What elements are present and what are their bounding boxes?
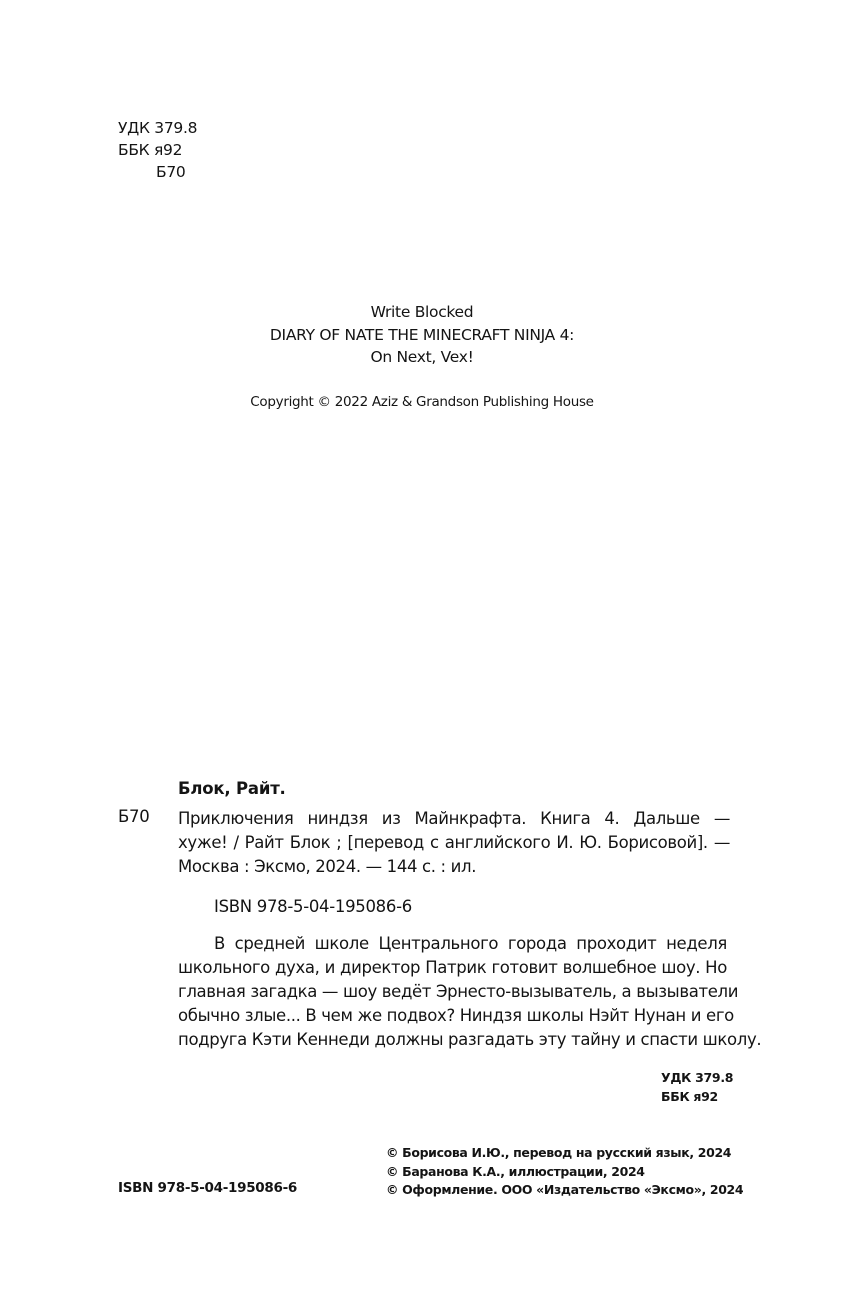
- annotation-line: школьного духа, и директор Патрик готовит волшебное шоу. Но: [178, 958, 727, 977]
- annotation-line: главная загадка — шоу ведёт Эрнесто-вызыватель, а вызыватели: [178, 982, 739, 1001]
- copyright-line: © Баранова К.А., иллюстрации, 2024: [386, 1163, 645, 1179]
- copyright-line: © Борисова И.Ю., перевод на русский язык, 2024: [386, 1145, 732, 1160]
- original-copyright: Copyright © 2022 Aziz & Grandson Publishing House: [250, 394, 594, 410]
- description-line: Москва : Эксмо, 2024. — 144 с. : ил.: [178, 857, 477, 876]
- original-author: Write Blocked: [370, 303, 474, 321]
- bottom-bbk-code: ББК я92: [661, 1089, 718, 1104]
- classification-codes: [118, 117, 197, 183]
- udk-code: УДК 379.8: [118, 119, 198, 137]
- description-line: хуже! / Райт Блок ; [перевод с английского И. Ю. Борисовой]. —: [178, 833, 730, 852]
- original-title: On Next, Vex!: [370, 348, 474, 366]
- original-series: DIARY OF NATE THE MINECRAFT NINJA 4:: [269, 325, 575, 344]
- bottom-udk-code: УДК 379.8: [661, 1070, 734, 1085]
- author-mark: Б70: [156, 163, 186, 181]
- catalog-isbn: ISBN 978-5-04-195086-6: [214, 897, 412, 916]
- description-line: Приключения ниндзя из Майнкрафта. Книга 4. Дальше —: [178, 809, 730, 828]
- annotation-line: подруга Кэти Кеннеди должны разгадать эту тайну и спасти школу.: [178, 1030, 762, 1049]
- copyright-line: © Оформление. ООО «Издательство «Эксмо», 2024: [386, 1182, 744, 1197]
- bottom-classification-codes: [661, 1068, 733, 1106]
- catalog-description: [178, 807, 730, 879]
- footer-isbn: ISBN 978-5-04-195086-6: [118, 1180, 297, 1196]
- catalog-author-mark: Б70: [118, 807, 150, 826]
- annotation-line: В средней школе Центрального города проходит неделя: [214, 934, 727, 953]
- annotation-line: обычно злые... В чем же подвох? Ниндзя школы Нэйт Нунан и его: [178, 1006, 734, 1025]
- bbk-code: ББК я92: [118, 141, 183, 159]
- original-title-block: [0, 301, 844, 369]
- annotation: [178, 932, 762, 1052]
- copyright-notices: [386, 1144, 743, 1200]
- catalog-author-heading: Блок, Райт.: [178, 779, 286, 798]
